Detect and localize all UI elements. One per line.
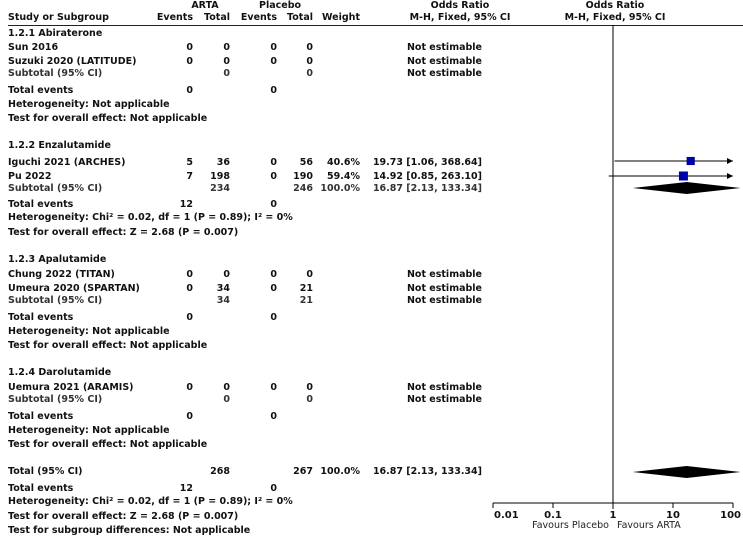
subtotal-ci: 16.87 [2.13, 133.34] (372, 183, 482, 194)
total-events-label: Total events (8, 483, 74, 494)
study-e2: 0 (270, 42, 277, 53)
study-e2: 0 (270, 382, 277, 393)
total-events-e2: 0 (270, 199, 277, 210)
total-events-e2: 0 (270, 312, 277, 323)
total-events-e2: 0 (270, 85, 277, 96)
x-tick-label: 10 (666, 510, 680, 521)
subtotal-t2: 21 (299, 295, 313, 306)
study-t1: 36 (216, 157, 230, 168)
study-weight: 59.4% (327, 171, 360, 182)
subtotal-label: Subtotal (95% CI) (8, 394, 103, 405)
study-name: Umeura 2020 (SPARTAN) (8, 283, 140, 294)
study-name: Chung 2022 (TITAN) (8, 269, 115, 280)
study-name: Uemura 2021 (ARAMIS) (8, 382, 134, 393)
subtotal-t1: 0 (223, 68, 230, 79)
subgroup-title: 1.2.4 Darolutamide (8, 367, 112, 378)
subtotal-ci: Not estimable (406, 68, 482, 79)
study-t1: 34 (216, 283, 230, 294)
col-events-2: Events (240, 12, 277, 23)
subtotal-label: Subtotal (95% CI) (8, 295, 103, 306)
study-t2: 190 (293, 171, 313, 182)
summary-diamond (633, 182, 741, 194)
subgroup-title: 1.2.1 Abiraterone (8, 28, 103, 39)
subgroup-title: 1.2.3 Apalutamide (8, 254, 107, 265)
total-events-label: Total events (8, 85, 74, 96)
subtotal-t2: 0 (306, 394, 313, 405)
study-e2: 0 (270, 56, 277, 67)
overall-effect: Test for overall effect: Not applicable (8, 113, 208, 124)
study-weight: 40.6% (327, 157, 360, 168)
total-t1: 268 (210, 466, 230, 477)
total-events-label: Total events (8, 199, 74, 210)
study-e2: 0 (270, 157, 277, 168)
group2-header: Placebo (258, 0, 302, 11)
col-weight: Weight (322, 12, 360, 23)
study-t1: 198 (210, 171, 230, 182)
overall-effect: Test for overall effect: Z = 2.68 (P = 0.007) (8, 511, 239, 522)
study-t1: 0 (223, 56, 230, 67)
total-events-e1: 0 (186, 411, 193, 422)
total-t2: 267 (293, 466, 313, 477)
study-ci: Not estimable (406, 283, 482, 294)
total-events-label: Total events (8, 312, 74, 323)
total-weight: 100.0% (320, 466, 360, 477)
col-total-2: Total (287, 12, 313, 23)
x-tick-label: 1 (609, 510, 617, 521)
study-ci: Not estimable (406, 382, 482, 393)
col-events-1: Events (156, 12, 193, 23)
subtotal-weight: 100.0% (320, 183, 360, 194)
subtotal-label: Subtotal (95% CI) (8, 68, 103, 79)
heterogeneity: Heterogeneity: Not applicable (8, 99, 170, 110)
plot-title: Odds Ratio (585, 0, 645, 11)
total-events-label: Total events (8, 411, 74, 422)
study-e1: 0 (186, 42, 193, 53)
subtotal-t1: 34 (216, 295, 230, 306)
study-e1: 0 (186, 56, 193, 67)
study-t2: 0 (306, 269, 313, 280)
study-name: Pu 2022 (8, 171, 52, 182)
study-t2: 0 (306, 382, 313, 393)
subtotal-ci: Not estimable (406, 394, 482, 405)
study-t1: 0 (223, 42, 230, 53)
heterogeneity: Heterogeneity: Not applicable (8, 425, 170, 436)
study-name: Iguchi 2021 (ARCHES) (8, 157, 126, 168)
total-events-e2: 0 (270, 483, 277, 494)
study-e1: 7 (186, 171, 193, 182)
or-method: M-H, Fixed, 95% CI (409, 12, 511, 23)
study-ci: 14.92 [0.85, 263.10] (372, 171, 482, 182)
subgroup-title: 1.2.2 Enzalutamide (8, 140, 111, 151)
study-ci: Not estimable (406, 56, 482, 67)
overall-effect: Test for overall effect: Z = 2.68 (P = 0.007) (8, 227, 239, 238)
subtotal-t2: 0 (306, 68, 313, 79)
study-t1: 0 (223, 269, 230, 280)
subgroup-differences: Test for subgroup differences: Not applicable (8, 525, 251, 536)
or-header: Odds Ratio (430, 0, 490, 11)
study-e2: 0 (270, 283, 277, 294)
study-t2: 0 (306, 42, 313, 53)
study-e1: 5 (186, 157, 193, 168)
heterogeneity: Heterogeneity: Not applicable (8, 326, 170, 337)
study-marker (679, 171, 688, 180)
study-t2: 21 (299, 283, 313, 294)
study-name: Suzuki 2020 (LATITUDE) (8, 56, 137, 67)
study-e1: 0 (186, 382, 193, 393)
favours-left-label: Favours Placebo (532, 520, 609, 531)
total-events-e1: 0 (186, 312, 193, 323)
total-events-e1: 0 (186, 85, 193, 96)
group1-header: ARTA (191, 0, 219, 11)
study-ci: 19.73 [1.06, 368.64] (372, 157, 482, 168)
ci-arrow-right (727, 173, 733, 179)
x-tick-label: 0.1 (544, 510, 562, 521)
heterogeneity: Heterogeneity: Chi² = 0.02, df = 1 (P = 0.89); I² = 0% (8, 496, 293, 507)
study-marker (687, 157, 695, 165)
subtotal-t1: 234 (210, 183, 230, 194)
total-events-e1: 12 (179, 483, 193, 494)
study-t2: 56 (299, 157, 313, 168)
x-tick-label: 0.01 (494, 510, 519, 521)
ci-arrow-right (727, 158, 733, 164)
study-t2: 0 (306, 56, 313, 67)
study-e1: 0 (186, 269, 193, 280)
favours-right-label: Favours ARTA (617, 520, 681, 531)
subtotal-label: Subtotal (95% CI) (8, 183, 103, 194)
study-ci: Not estimable (406, 269, 482, 280)
study-t1: 0 (223, 382, 230, 393)
overall-effect: Test for overall effect: Not applicable (8, 439, 208, 450)
total-label: Total (95% CI) (8, 466, 83, 477)
col-study: Study or Subgroup (8, 12, 109, 23)
col-total-1: Total (204, 12, 230, 23)
summary-diamond (633, 466, 741, 478)
study-name: Sun 2016 (8, 42, 59, 53)
total-events-e1: 12 (179, 199, 193, 210)
subtotal-t1: 0 (223, 394, 230, 405)
total-events-e2: 0 (270, 411, 277, 422)
total-ci: 16.87 [2.13, 133.34] (372, 466, 482, 477)
plot-method: M-H, Fixed, 95% CI (564, 12, 666, 23)
study-ci: Not estimable (406, 42, 482, 53)
heterogeneity: Heterogeneity: Chi² = 0.02, df = 1 (P = 0.89); I² = 0% (8, 212, 293, 223)
overall-effect: Test for overall effect: Not applicable (8, 340, 208, 351)
study-e2: 0 (270, 171, 277, 182)
subtotal-t2: 246 (293, 183, 313, 194)
x-tick-label: 100 (720, 510, 741, 521)
study-e2: 0 (270, 269, 277, 280)
study-e1: 0 (186, 283, 193, 294)
subtotal-ci: Not estimable (406, 295, 482, 306)
